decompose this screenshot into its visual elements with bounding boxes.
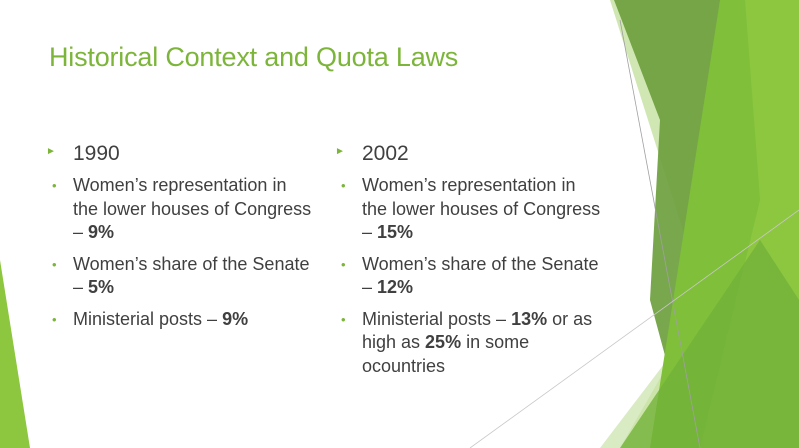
item-value: 13% xyxy=(511,308,548,329)
bullet-dot-icon: • xyxy=(52,311,57,327)
list-item xyxy=(333,308,603,379)
slide-title: Historical Context and Quota Laws xyxy=(49,42,459,72)
item-text: in some ocountries xyxy=(362,332,530,376)
bullet-dot-icon: • xyxy=(341,311,346,327)
bullet-dot-icon: • xyxy=(52,256,57,272)
list-item xyxy=(44,308,314,332)
item-text: or as high as xyxy=(362,308,593,352)
item-value: 9% xyxy=(222,308,249,329)
list-item xyxy=(44,174,314,245)
bullet-dot-icon: • xyxy=(341,178,346,193)
arrow-right-icon: ► xyxy=(335,146,345,157)
list-item xyxy=(44,253,314,300)
item-value: 15% xyxy=(377,222,414,242)
arrow-right-icon: ► xyxy=(46,146,56,157)
item-text: Women’s representation in the lower houses of Congress – xyxy=(362,175,601,242)
item-value: 5% xyxy=(88,277,115,297)
bullet-dot-icon: • xyxy=(341,256,346,272)
item-text: Ministerial posts – xyxy=(362,308,512,329)
item-text: Ministerial posts – xyxy=(73,308,223,329)
item-value: 25% xyxy=(425,332,462,352)
column-1990 xyxy=(44,140,314,339)
list-item xyxy=(333,174,603,245)
column-heading xyxy=(44,140,314,170)
item-value: 12% xyxy=(377,277,414,297)
year-label: 2002 xyxy=(362,142,409,165)
column-2002 xyxy=(333,140,603,386)
list-item xyxy=(333,253,603,300)
bullet-dot-icon: • xyxy=(52,178,57,193)
bullet-list xyxy=(333,174,603,378)
item-text: Women’s share of the Senate – xyxy=(362,253,599,297)
year-label: 1990 xyxy=(73,142,120,165)
item-text: Women’s representation in the lower houses of Congress – xyxy=(73,175,312,242)
item-text: Women’s share of the Senate – xyxy=(73,253,310,297)
left-edge-accent xyxy=(0,260,30,448)
item-value: 9% xyxy=(88,222,115,242)
bullet-list xyxy=(44,174,314,331)
column-heading xyxy=(333,140,603,170)
